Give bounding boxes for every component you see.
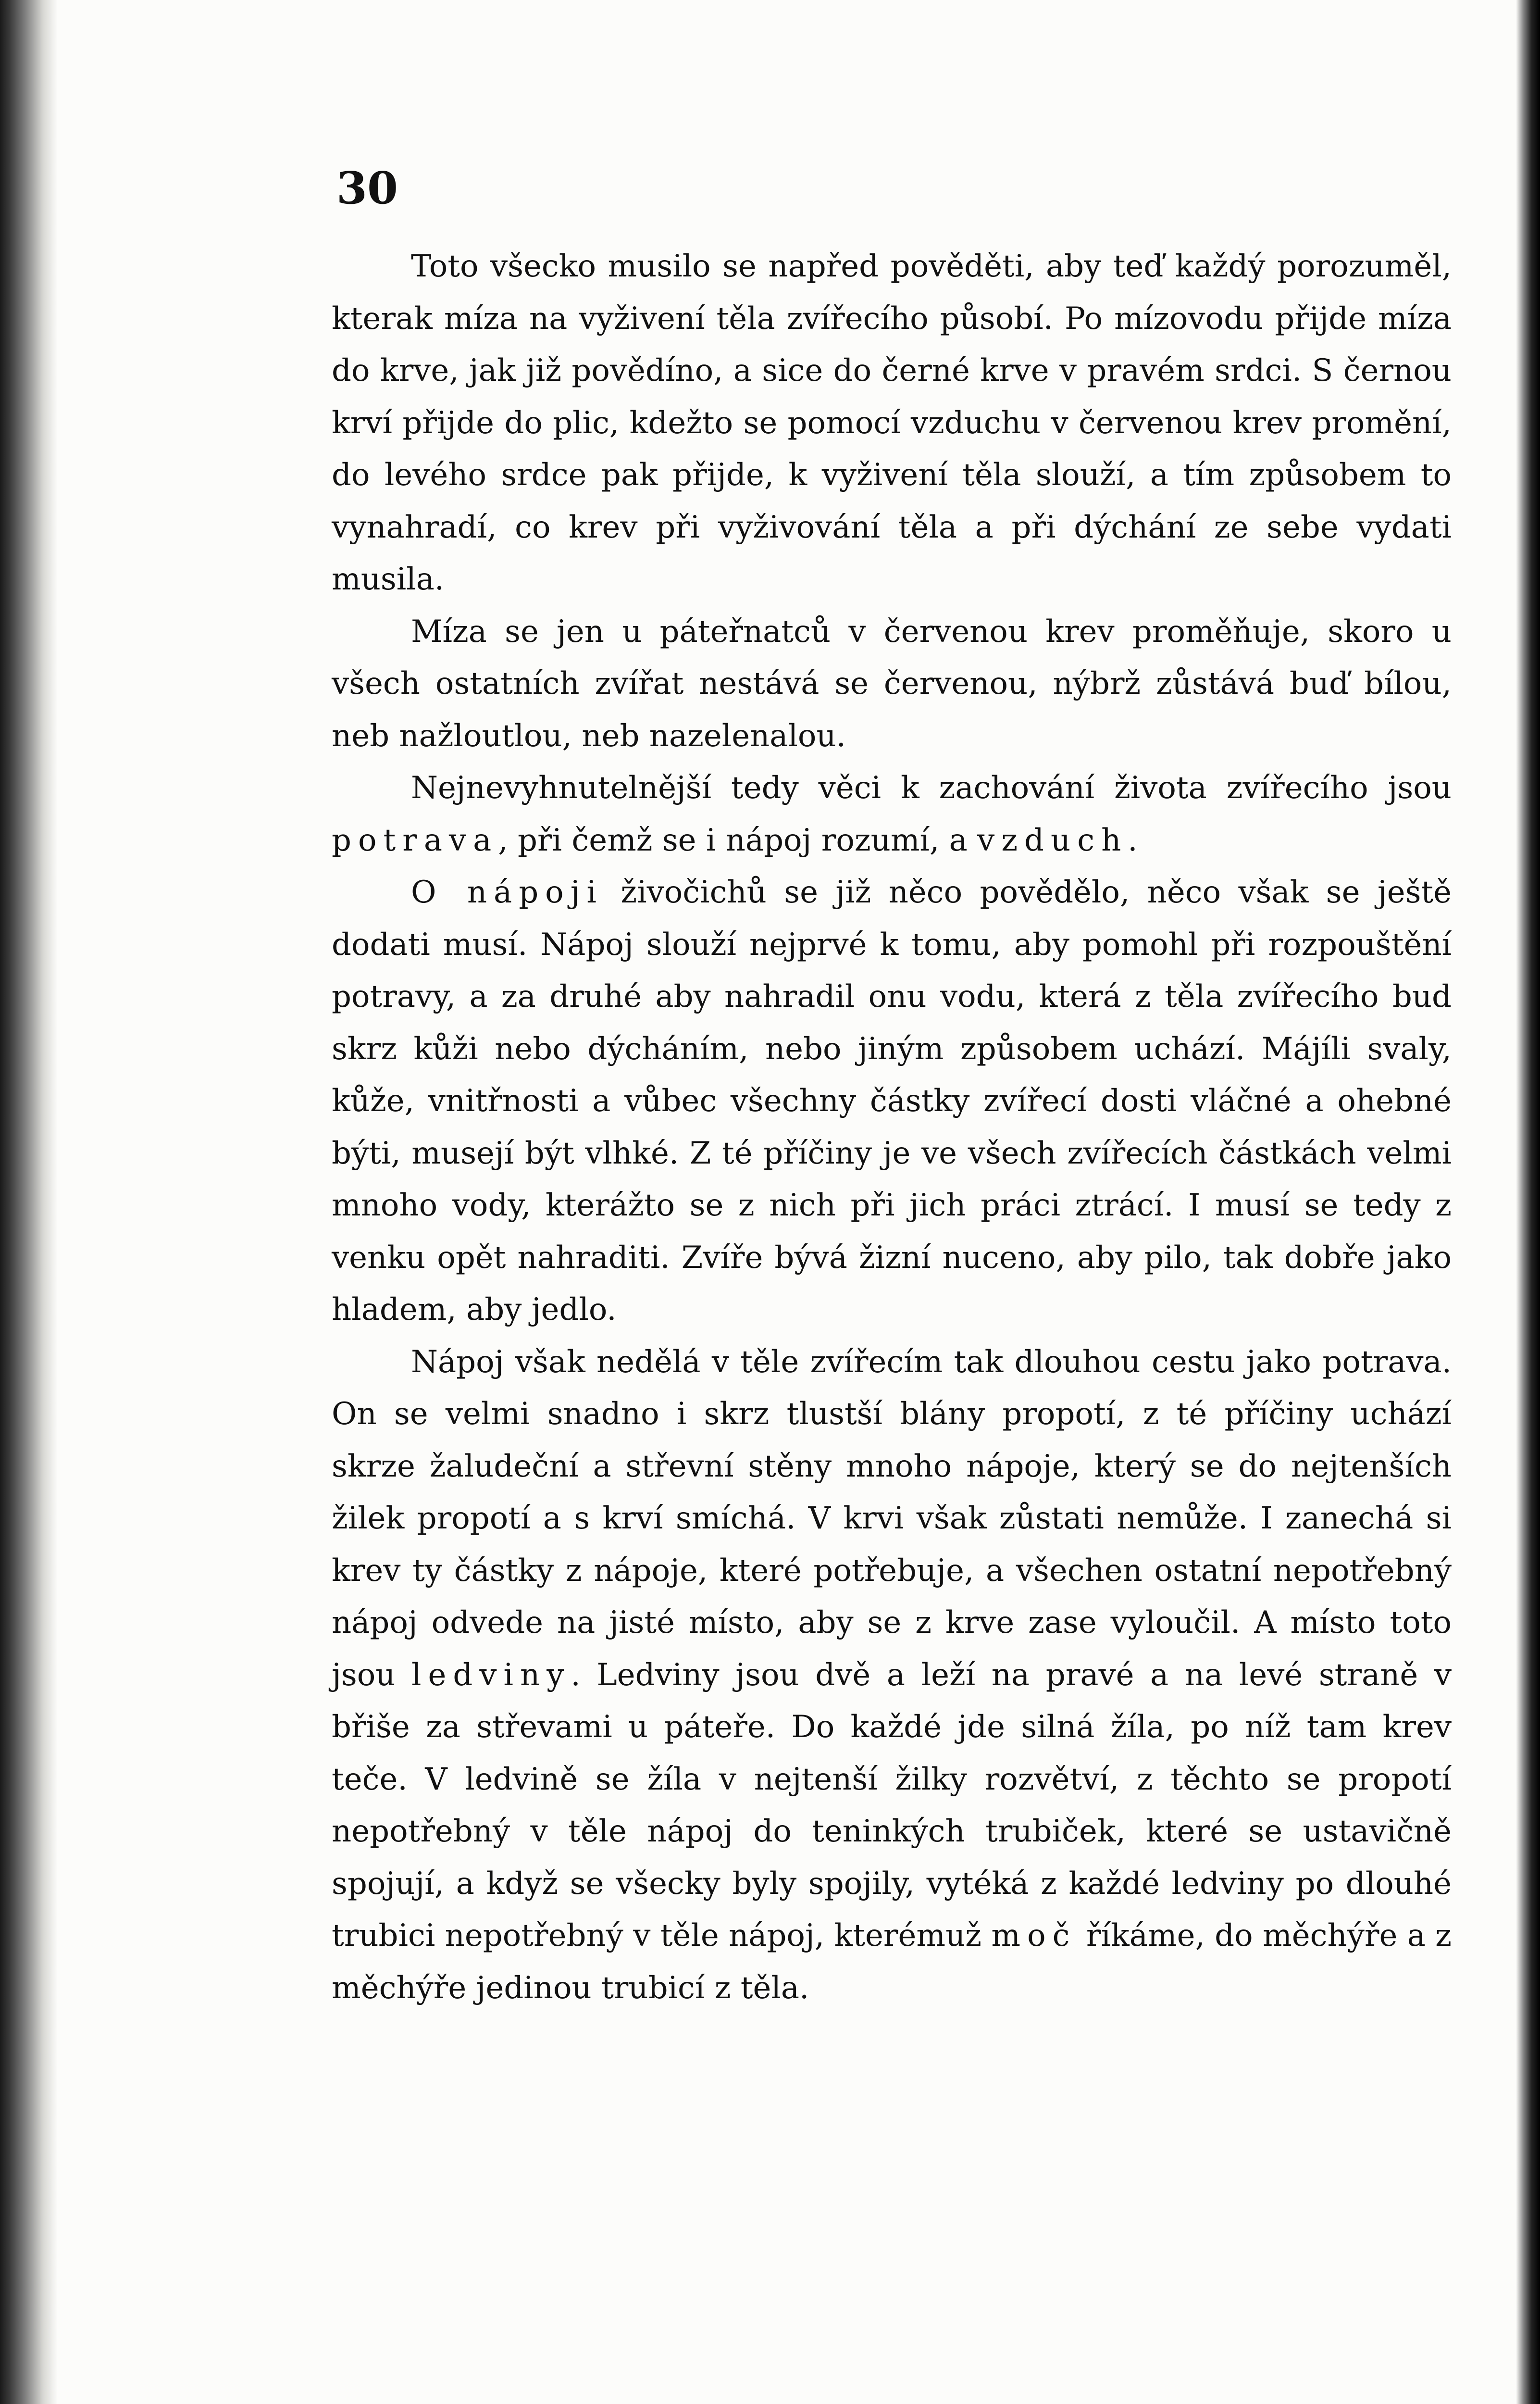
term-o-napoji: O nápoji [411, 875, 604, 910]
paragraph-4-text: živočichů se již něco povědělo, něco však se ještě dodati musí. Nápoj slouží nejprvé k tomu, aby pomohl při rozpouštění potravy, a za druhé aby nahradil onu vodu, která z těla zvířecího bud skrz kůži nebo dýcháním, nebo jiným způsobem uchází. Májíli svaly, kůže, vnitřnosti a vůbec všechny částky zvířecí dosti vláčné a ohebné býti, musejí být vlhké. Z té příčiny je ve všech zvířecích částkách velmi mnoho vody, kterážto se z nich při jich práci ztrácí. I musí se tedy z venku opět nahraditi. Zvíře bývá žizní nuceno, aby pilo, tak dobře jako hladem, aby jedlo. [332, 875, 1452, 1327]
paragraph-5-text-start: Nápoj však nedělá v těle zvířecím tak dlouhou cestu jako potrava. On se velmi snadno i skrz tlustší blány propotí, z té příčiny uchází skrze žaludeční a střevní stěny mnoho nápoje, který se do nejtenších žilek propotí a s krví smíchá. V krvi však zůstati nemůže. I zanechá si krev ty částky z nápoje, které potřebuje, a všechen ostatní nepotřebný nápoj odvede na jisté místo, aby se z krve zase vyloučil. A místo toto jsou [332, 1344, 1452, 1693]
paragraph-3-text-end: . [1128, 822, 1138, 858]
paragraph-3-text-start: Nejnevyhnutelnější tedy věci k zachování života zvířecího jsou [411, 770, 1452, 806]
paragraph-3 [332, 762, 1452, 866]
paragraph-1: Toto všecko musilo se napřed pověděti, aby teď každý porozuměl, kterak míza na vyživení těla zvířecího působí. Po mízovodu přijde míza do krve, jak již povědíno, a sice do černé krve v pravém srdci. S černou krví přijde do plic, kdežto se pomocí vzduchu v červenou krev promění, do levého srdce pak přijde, k vyživení těla slouží, a tím způsobem to vynahradí, co krev při vyživování těla a při dýchání ze sebe vydati musila. [332, 249, 1452, 597]
term-moc: moč [991, 1918, 1077, 1953]
page-number: 30 [336, 162, 398, 214]
paragraph-2: Míza se jen u páteřnatců v červenou krev proměňuje, skoro u všech ostatních zvířat nestává se červenou, nýbrž zůstává buď bílou, neb nažloutlou, neb nazelenalou. [332, 614, 1452, 754]
term-ledviny: ledviny [411, 1657, 571, 1693]
binding-edge-shadow [0, 0, 58, 2404]
paragraph-5-text-end: říkáme, do měchýře a z měchýře jedinou trubicí z těla. [332, 1918, 1452, 2006]
right-edge-shadow [1516, 0, 1540, 2404]
paragraph-5-text-middle: . Ledviny jsou dvě a leží na pravé a na levé straně v břiše za střevami u páteře. Do každé jde silná žíla, po níž tam krev teče. V ledvině se žíla v nejtenší žilky rozvětví, z těchto se propotí nepotřebný v těle nápoj do teninkých trubiček, které se ustavičně spojují, a když se všecky byly spojily, vytéká z každé ledviny po dlouhé trubici nepotřebný v těle nápoj, kterémuž [332, 1657, 1452, 1953]
paragraph-3-text-middle: , při čemž se i nápoj rozumí, a [498, 822, 978, 858]
term-vzduch: vzduch [977, 822, 1128, 858]
term-potrava: potrava [332, 822, 498, 858]
paragraph-4 [332, 866, 1452, 1336]
paragraph-5 [332, 1336, 1452, 2015]
body-text [332, 240, 1452, 2014]
